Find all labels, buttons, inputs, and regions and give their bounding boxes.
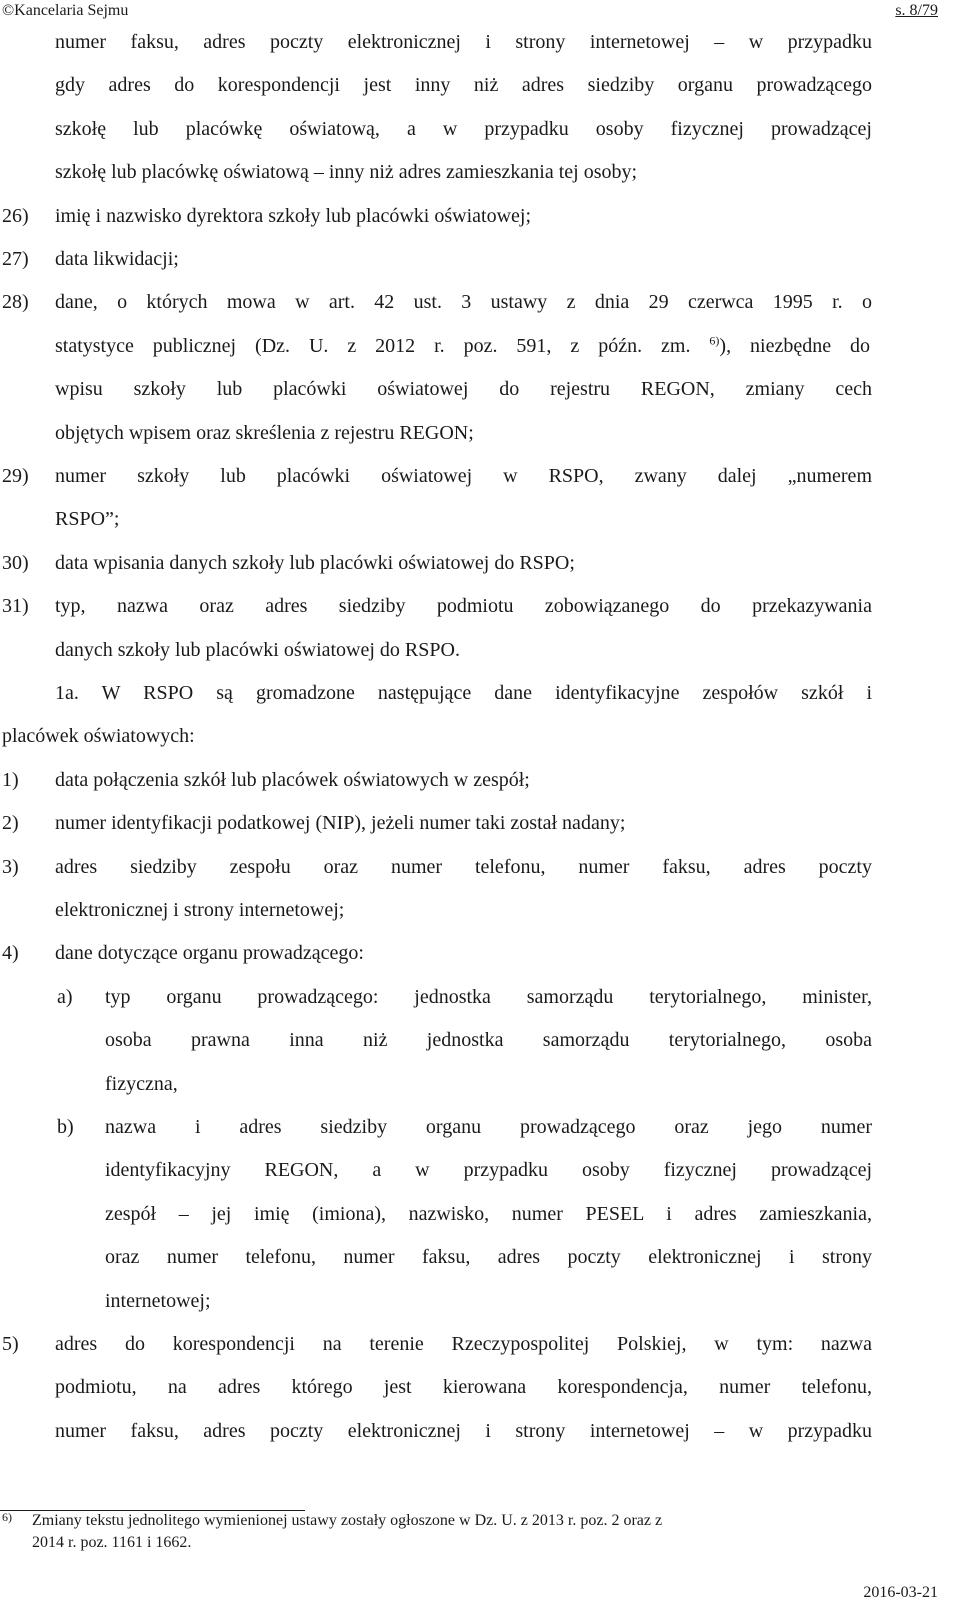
list-item-number: 29) [2, 465, 29, 487]
text-line: szkołę lub placówkę oświatową, a w przypadku osoby fizycznej prowadzącej [55, 117, 872, 140]
page-number: s. 8/79 [895, 2, 938, 19]
text-line: typ organu prowadzącego: jednostka samorządu terytorialnego, minister, [105, 985, 872, 1008]
text-line: data likwidacji; [55, 248, 179, 270]
text-line: numer faksu, adres poczty elektronicznej i strony internetowej – w przypadku [55, 31, 872, 53]
list-item-number: 4) [2, 942, 19, 965]
text-line: gdy adres do korespondencji jest inny niż adres siedziby organu prowadzącego [55, 74, 872, 97]
footnote-text-line-1: Zmiany tekstu jednolitego wymienionej ustawy zostały ogłoszone w Dz. U. z 2013 r. poz. 2 oraz z [32, 1512, 663, 1529]
text-line: placówek oświatowych: [2, 725, 195, 748]
text-line: data połączenia szkół lub placówek oświatowych w zespół; [55, 768, 530, 791]
list-item-number: 5) [2, 1333, 19, 1355]
list-item-number: 31) [2, 595, 29, 618]
list-item-number: 1) [2, 768, 19, 791]
text-line: zespół – jej imię (imiona), nazwisko, numer PESEL i adres zamieszkania, [105, 1202, 872, 1225]
text-line: wpisu szkoły lub placówki oświatowej do rejestru REGON, zmiany cech [55, 378, 872, 401]
footnote-rule [0, 1510, 305, 1511]
text-line: oraz numer telefonu, numer faksu, adres poczty elektronicznej i strony [105, 1246, 872, 1269]
text-line: szkołę lub placówkę oświatową – inny niż adres zamieszkania tej osoby; [55, 161, 638, 184]
list-item-number: 30) [2, 551, 29, 574]
footnote-reference: 6) [709, 333, 720, 348]
text-line: numer szkoły lub placówki oświatowej w RSPO, zwany dalej „numerem [55, 465, 872, 487]
text-line: internetowej; [105, 1289, 211, 1312]
text-line: identyfikacyjny REGON, a w przypadku osoby fizycznej prowadzącej [105, 1159, 872, 1182]
text-line: imię i nazwisko dyrektora szkoły lub placówki oświatowej; [55, 204, 532, 227]
list-item-number: 2) [2, 812, 19, 835]
list-item-number: 28) [2, 291, 29, 314]
text-line-main: statystyce publicznej (Dz. U. z 2012 r. poz. 591, z późn. zm. [55, 334, 691, 357]
list-item-number: 26) [2, 204, 29, 227]
list-item-number: 3) [2, 855, 19, 878]
text-line [55, 335, 870, 358]
text-line-tail: ), niezbędne do [719, 334, 871, 357]
text-line: osoba prawna inna niż jednostka samorządu terytorialnego, osoba [105, 1029, 872, 1052]
text-line: podmiotu, na adres którego jest kierowana korespondencja, numer telefonu, [55, 1376, 872, 1399]
text-line: data wpisania danych szkoły lub placówki oświatowej do RSPO; [55, 551, 575, 574]
text-line: dane, o których mowa w art. 42 ust. 3 ustawy z dnia 29 czerwca 1995 r. o [55, 291, 872, 314]
text-line: danych szkoły lub placówki oświatowej do RSPO. [55, 638, 460, 661]
footnote-text-line-2: 2014 r. poz. 1161 i 1662. [32, 1534, 192, 1551]
text-line: numer identyfikacji podatkowej (NIP), jeżeli numer taki został nadany; [55, 812, 626, 835]
text-line: numer faksu, adres poczty elektronicznej i strony internetowej – w przypadku [55, 1419, 872, 1442]
text-line: objętych wpisem oraz skreślenia z rejestru REGON; [55, 421, 474, 444]
list-item-number: a) [57, 985, 73, 1008]
text-line: adres siedziby zespołu oraz numer telefonu, numer faksu, adres poczty [55, 855, 872, 878]
text-line: typ, nazwa oraz adres siedziby podmiotu zobowiązanego do przekazywania [55, 595, 872, 618]
text-line: RSPO”; [55, 508, 120, 531]
text-line: adres do korespondencji na terenie Rzeczypospolitej Polskiej, w tym: nazwa [55, 1333, 872, 1355]
page-header-source: ©Kancelaria Sejmu [2, 2, 129, 19]
text-line: 1a. W RSPO są gromadzone następujące dane identyfikacyjne zespołów szkół i [55, 682, 872, 704]
text-line: elektronicznej i strony internetowej; [55, 899, 345, 921]
text-line: fizyczna, [105, 1072, 178, 1095]
text-line: nazwa i adres siedziby organu prowadzącego oraz jego numer [105, 1116, 872, 1138]
text-line: dane dotyczące organu prowadzącego: [55, 942, 364, 965]
document-date: 2016-03-21 [863, 1584, 938, 1601]
list-item-number: 27) [2, 248, 29, 270]
list-item-number: b) [57, 1116, 74, 1138]
